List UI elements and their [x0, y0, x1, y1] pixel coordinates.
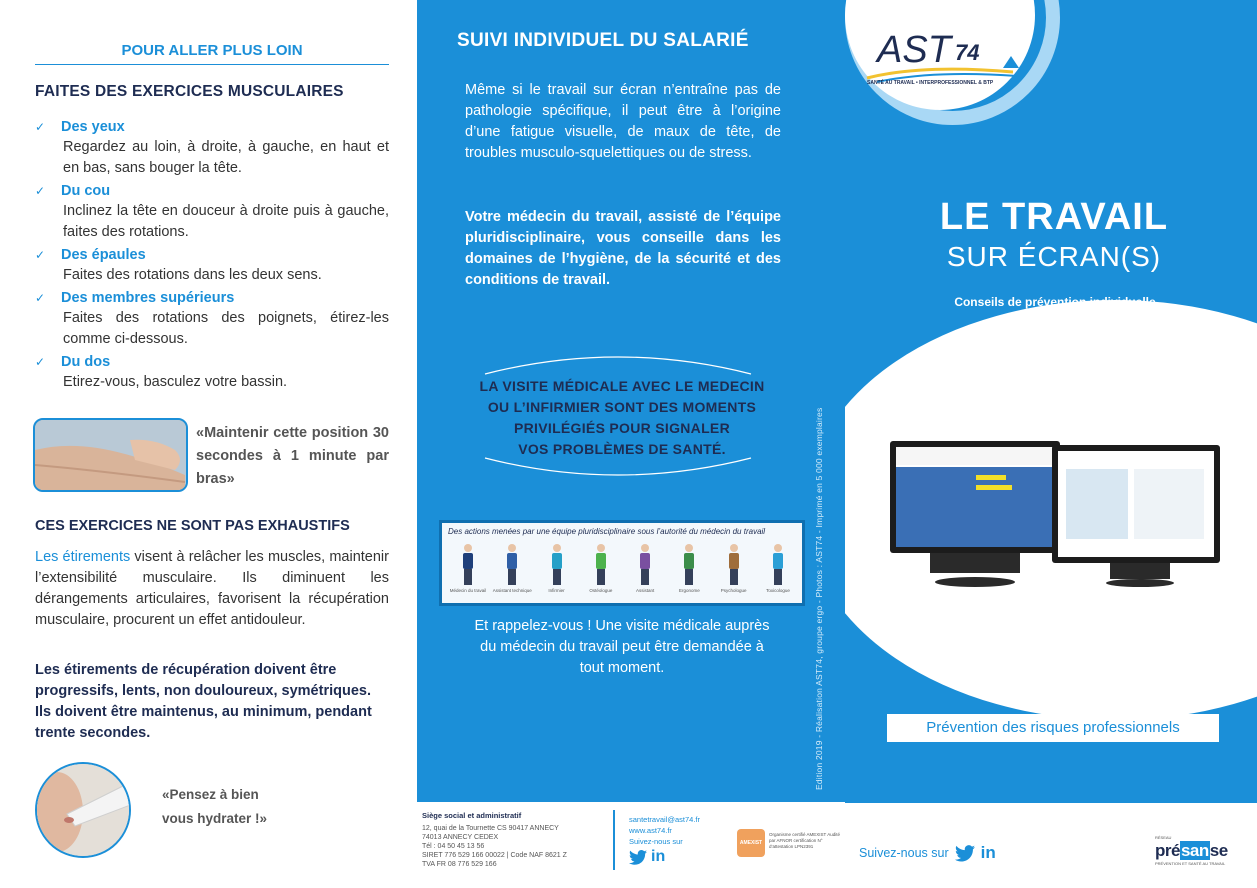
- visit-line: VOS PROBLÈMES DE SANTÉ.: [518, 441, 726, 457]
- team-role-label: Ostéologue: [589, 588, 613, 593]
- left-panel: [0, 0, 417, 888]
- intro-paragraph: Même si le travail sur écran n’entraîne pas de pathologie spécifique, il peut être à l’origine d’une fatigue visuelle, de maux de tête, de troubles musculo-squelettiques ou de stress.: [465, 82, 781, 161]
- exercise-heading: FAITES DES EXERCICES MUSCULAIRES: [35, 83, 344, 100]
- visit-line: LA VISITE MÉDICALE AVEC LE MEDECIN: [479, 378, 765, 394]
- person-figure-icon: [682, 543, 696, 585]
- exercise-text: Regardez au loin, à droite, à gauche, en haut et en bas, sans bouger la tête.: [63, 139, 389, 176]
- wrist-stretch-photo: [33, 418, 188, 492]
- exercise-title: Des épaules: [61, 247, 146, 263]
- exercise-text: Faites des rotations des poignets, étirez-les comme ci-dessous.: [63, 310, 389, 347]
- presanse-network: RÉSEAU: [1155, 835, 1172, 840]
- exercise-text: Etirez-vous, basculez votre bassin.: [63, 374, 288, 390]
- hydration-quote: [162, 783, 342, 831]
- check-icon: ✓: [35, 120, 46, 134]
- team-role-label: Toxicologue: [766, 588, 790, 593]
- reminder-paragraph: Et rappelez-vous ! Une visite médicale auprès du médecin du travail peut être demandée à tout moment.: [474, 618, 770, 676]
- footer-divider: [613, 810, 615, 870]
- exercise-title: Des yeux: [61, 119, 125, 135]
- siege-address: [422, 824, 612, 869]
- cover-follow: [859, 843, 996, 863]
- address-line: Tél : 04 50 45 13 56: [422, 843, 485, 850]
- edition-credit: Edition 2019 - Réalisation AST74, groupe ergo - Photos : AST74 - Imprimé en 5 000 exemplaires: [814, 407, 824, 790]
- team-caption: Des actions menées par une équipe pluridisciplinaire sous l’autorité du médecin du travail: [448, 527, 766, 536]
- check-icon: ✓: [35, 184, 46, 198]
- middle-panel: [417, 0, 845, 802]
- stretch-quote: «Maintenir cette position 30 secondes à 1 minute par bras»: [196, 425, 389, 487]
- bottom-arc-decoration: [483, 456, 753, 486]
- exercise-item-shoulders: [35, 245, 389, 286]
- team-role-label: Médecin du travail: [449, 588, 487, 593]
- section-kicker: POUR ALLER PLUS LOIN: [121, 42, 303, 59]
- check-icon: ✓: [35, 355, 46, 369]
- middle-title: SUIVI INDIVIDUEL DU SALARIÉ: [457, 30, 749, 51]
- cover-title: LE TRAVAIL: [939, 196, 1169, 238]
- address-line: 74013 ANNECY CEDEX: [422, 834, 499, 841]
- team-member: [714, 543, 754, 599]
- presanse-san: san: [1180, 841, 1209, 860]
- team-figures: [448, 543, 798, 599]
- check-icon: ✓: [35, 248, 46, 262]
- visit-line: PRIVILÉGIÉS POUR SIGNALER: [514, 420, 730, 436]
- presanse-se: se: [1209, 841, 1228, 860]
- exercise-item-neck: [35, 181, 389, 243]
- cover-tagline: Conseils de prévention individuelle: [954, 295, 1156, 309]
- logo-subtitle: SANTÉ AU TRAVAIL • INTERPROFESSIONNEL & BTP: [867, 80, 994, 86]
- person-figure-icon: [550, 543, 564, 585]
- person-figure-icon: [505, 543, 519, 585]
- website-link[interactable]: www.ast74.fr: [629, 826, 672, 835]
- team-role-label: Ergonome: [679, 588, 700, 593]
- follow-label: Suivez-nous sur: [629, 837, 683, 846]
- team-member: [492, 543, 532, 599]
- person-figure-icon: [727, 543, 741, 585]
- presanse-wordmark: [1155, 841, 1245, 861]
- prevention-label: Prévention des risques professionnels: [887, 714, 1219, 742]
- team-member: [537, 543, 577, 599]
- team-member: [625, 543, 665, 599]
- cover-follow-label: Suivez-nous sur: [859, 846, 949, 860]
- footer-social-links: [629, 848, 665, 866]
- team-member: [669, 543, 709, 599]
- person-figure-icon: [461, 543, 475, 585]
- contact-block: [629, 814, 700, 847]
- contact-footer: [417, 802, 845, 888]
- cover-subtitle: SUR ÉCRAN(S): [946, 241, 1162, 272]
- hydration-quote-line-1: «Pensez à bien: [162, 787, 259, 802]
- exercise-item-back: [35, 352, 389, 393]
- siege-heading: Siège social et administratif: [422, 811, 522, 820]
- exercise-text: Faites des rotations dans les deux sens.: [63, 267, 322, 283]
- stretch-paragraph: [35, 547, 389, 631]
- person-figure-icon: [594, 543, 608, 585]
- person-figure-icon: [771, 543, 785, 585]
- exercise-title: Des membres supérieurs: [61, 290, 235, 306]
- monitors-illustration: [890, 437, 1220, 592]
- visit-line: OU L’INFIRMIER SONT DES MOMENTS: [487, 399, 757, 415]
- hydration-quote-line-2: vous hydrater !»: [162, 811, 268, 826]
- exercise-list: [35, 117, 389, 395]
- linkedin-icon[interactable]: in: [980, 843, 996, 862]
- logo-number: 74: [955, 40, 980, 65]
- amexist-certification: Organisme certifié AMEXIST Audité par AFNOR certification N° d’attestation LPN2391: [769, 832, 840, 849]
- logo-wordmark: AST: [877, 29, 951, 71]
- exercise-title: Du cou: [61, 183, 111, 199]
- presanse-logo: [1155, 835, 1245, 866]
- doctor-paragraph: Votre médecin du travail, assisté de l’équipe pluridisciplinaire, vous conseille dans les domaines de l’hygiène, de la sécurité et des conditions de travail.: [465, 209, 781, 288]
- exercise-item-arms: [35, 288, 389, 350]
- amexist-logo: AMEXIST: [737, 829, 765, 857]
- address-line: SIRET 776 529 166 00022 | Code NAF 8621 Z: [422, 852, 567, 859]
- email-link[interactable]: santetravail@ast74.fr: [629, 815, 700, 824]
- exercise-item-eyes: [35, 117, 389, 179]
- exercise-text: Inclinez la tête en douceur à droite puis à gauche, faites des rotations.: [63, 203, 389, 240]
- team-member: [758, 543, 798, 599]
- team-member: [448, 543, 488, 599]
- presanse-tagline: PRÉVENTION ET SANTÉ AU TRAVAIL: [1155, 861, 1226, 866]
- address-line: TVA FR 08 776 529 166: [422, 861, 497, 868]
- stretch-text: visent à relâcher les muscles, maintenir l’extensibilité musculaire. Ils diminuent les dérangements articulaires, favorisent la récupération musculaire, procurent un effet antidouleur.: [35, 549, 389, 628]
- twitter-icon[interactable]: [955, 845, 975, 862]
- team-role-label: Psychologue: [720, 588, 747, 593]
- team-role-label: Assistant: [635, 588, 655, 593]
- team-role-label: Infirmier: [548, 588, 565, 593]
- top-arc-decoration: [483, 346, 753, 376]
- stretch-highlight: Les étirements: [35, 549, 131, 565]
- presanse-pre: pré: [1155, 841, 1180, 860]
- visit-callout: [447, 376, 797, 460]
- non-exhaustive-heading: CES EXERCICES NE SONT PAS EXHAUSTIFS: [35, 518, 350, 534]
- team-illustration: [439, 520, 805, 606]
- cover-panel: [845, 0, 1257, 888]
- kicker-divider: [35, 64, 389, 65]
- twitter-icon[interactable]: [629, 850, 647, 865]
- hydration-photo: [35, 762, 131, 858]
- linkedin-icon[interactable]: in: [651, 848, 666, 865]
- exercise-title: Du dos: [61, 354, 111, 370]
- team-role-label: Assistant technique: [492, 588, 532, 593]
- team-member: [581, 543, 621, 599]
- check-icon: ✓: [35, 291, 46, 305]
- recovery-paragraph: Les étirements de récupération doivent être progressifs, lents, non douloureux, symétriques. Ils doivent être maintenus, au minimum, pendant trente secondes.: [35, 662, 372, 741]
- address-line: 12, quai de la Tournette CS 90417 ANNECY: [422, 825, 559, 832]
- person-figure-icon: [638, 543, 652, 585]
